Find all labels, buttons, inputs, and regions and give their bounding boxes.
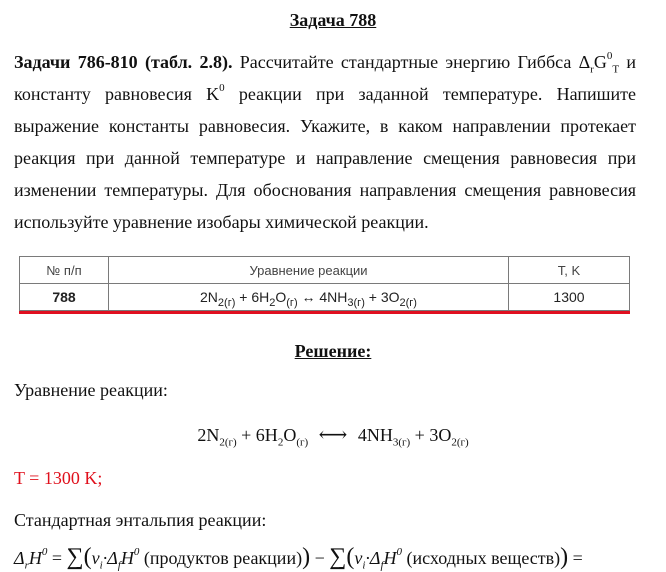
- highlight-underline: [19, 311, 630, 314]
- task-text-c: реакции при заданной температуре. Напишите выражение константы равновесия. Укажите, в каком направлении протекает реакция при данной температуре и направление смещения равновесия при изменении температуры. Для обоснования направления смещения равновесия используйте уравнение изобары химической реакции.: [14, 84, 636, 232]
- col-header-temp: T, K: [509, 257, 630, 284]
- equation-label: Уравнение реакции:: [14, 380, 168, 400]
- row-num: 788: [20, 284, 109, 311]
- page-title: Задача 788: [289, 10, 377, 30]
- formula-products: (продуктов реакции): [143, 548, 303, 568]
- formula-reactants: (исходных веществ): [406, 548, 561, 568]
- reaction-table: [19, 256, 630, 311]
- enthalpy-label: Стандартная энтальпия реакции:: [14, 510, 267, 530]
- row-temp: 1300: [509, 284, 630, 311]
- col-header-num: № п/п: [20, 257, 109, 284]
- task-text-b: и константу равновесия K: [14, 52, 636, 104]
- task-statement: Задачи 786-810 (табл. 2.8). Рассчитайте стандартные энергию Гиббса $\Delta_rG^0_T$ и константу равновесия $K^0$ реакции при заданной температуре. Напишите выражение константы равновесия. Укажите, в каком направлении протекает реакция при данной температуре и направление смещения равновесия при изменении температуры. Для обоснования направления смещения равновесия используйте уравнение изобары химической реакции.: [14, 50, 636, 232]
- col-header-equation: Уравнение реакции: [109, 257, 509, 284]
- table-header-row: [20, 257, 630, 284]
- solution-heading: Решение:: [294, 341, 372, 361]
- table-row: [20, 284, 630, 311]
- task-text-a: Рассчитайте стандартные энергию Гиббса Δ: [232, 52, 591, 72]
- task-heading: Задачи 786-810 (табл. 2.8).: [14, 52, 233, 72]
- row-equation: $2N_{2(г)} + 6H_2O_{(г)}$ ↔ $4NH_{3(г)} + 3O_{2(г)}$: [109, 284, 509, 311]
- reaction-equation: $2N_{2(г)} + 6H_2O_{(г)}$ ⟷ $4NH_{3(г)} + 3O_{2(г)}$: [197, 424, 469, 449]
- temperature-value: T = 1300 K;: [14, 468, 103, 488]
- enthalpy-formula: $\Delta_rH^0 = \sum(\nu_i\cdot\Delta_fH^0$ (продуктов реакции)) − $\sum(\nu_i\cdot\Delta_fH^0$ (исходных веществ)) =: [14, 544, 583, 572]
